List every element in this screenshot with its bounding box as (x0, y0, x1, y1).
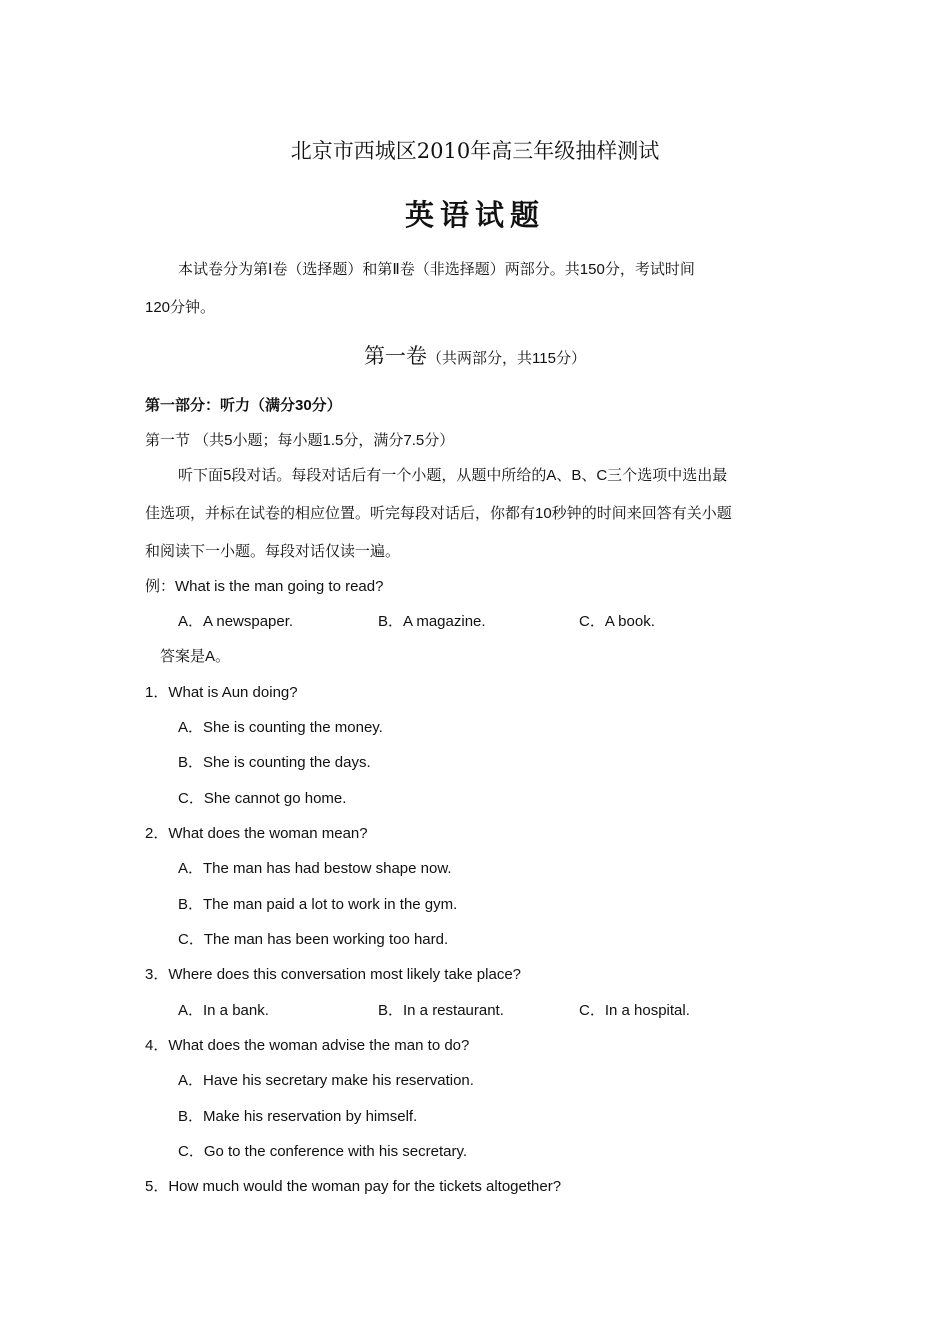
section-heading: 第一节 （共5小题；每小题1.5分，满分7.5分） (145, 432, 455, 449)
volume-note: （共两部分，共115分） (427, 350, 586, 367)
question-2-option-b: B．The man paid a lot to work in the gym. (178, 896, 458, 913)
subject-title: 英语试题 (404, 198, 545, 232)
example-answer: 答案是A。 (160, 648, 231, 665)
exam-title: 北京市西城区2010年高三年级抽样测试 (290, 139, 660, 163)
question-5: 5．How much would the woman pay for the tickets altogether? (145, 1178, 562, 1195)
question-3-option-c: C．In a hospital. (579, 1002, 690, 1019)
example-option-b: B．A magazine. (378, 613, 486, 630)
question-4: 4．What does the woman advise the man to do? (145, 1037, 470, 1054)
intro-line-2: 120分钟。 (145, 299, 216, 316)
volume-heading (0, 340, 950, 370)
example-question: 例：What is the man going to read? (145, 578, 384, 595)
question-1-option-c: C．She cannot go home. (178, 790, 347, 807)
volume-title: 第一卷 (364, 344, 428, 368)
question-3-option-b: B．In a restaurant. (378, 1002, 504, 1019)
question-4-option-b: B．Make his reservation by himself. (178, 1108, 418, 1125)
question-2: 2．What does the woman mean? (145, 825, 368, 842)
part-heading: 第一部分：听力（满分30分） (145, 397, 342, 414)
example-option-a: A．A newspaper. (178, 613, 294, 630)
intro-line-1: 本试卷分为第Ⅰ卷（选择题）和第Ⅱ卷（非选择题）两部分。共150分，考试时间 (178, 261, 695, 278)
instructions-line-3: 和阅读下一小题。每段对话仅读一遍。 (145, 543, 401, 560)
instructions-line-2: 佳选项，并标在试卷的相应位置。听完每段对话后，你都有10秒钟的时间来回答有关小题 (145, 505, 732, 522)
question-3-option-a: A．In a bank. (178, 1002, 269, 1019)
question-1: 1．What is Aun doing? (145, 684, 298, 701)
example-option-c: C．A book. (579, 613, 655, 630)
question-1-option-b: B．She is counting the days. (178, 754, 371, 771)
question-4-option-c: C．Go to the conference with his secretary. (178, 1143, 468, 1160)
question-2-option-c: C．The man has been working too hard. (178, 931, 449, 948)
question-4-option-a: A．Have his secretary make his reservation. (178, 1072, 474, 1089)
question-3: 3．Where does this conversation most likely take place? (145, 966, 522, 983)
instructions-line-1: 听下面5段对话。每段对话后有一个小题，从题中所给的A、B、C三个选项中选出最 (178, 467, 728, 484)
question-2-option-a: A．The man has had bestow shape now. (178, 860, 452, 877)
question-1-option-a: A．She is counting the money. (178, 719, 383, 736)
